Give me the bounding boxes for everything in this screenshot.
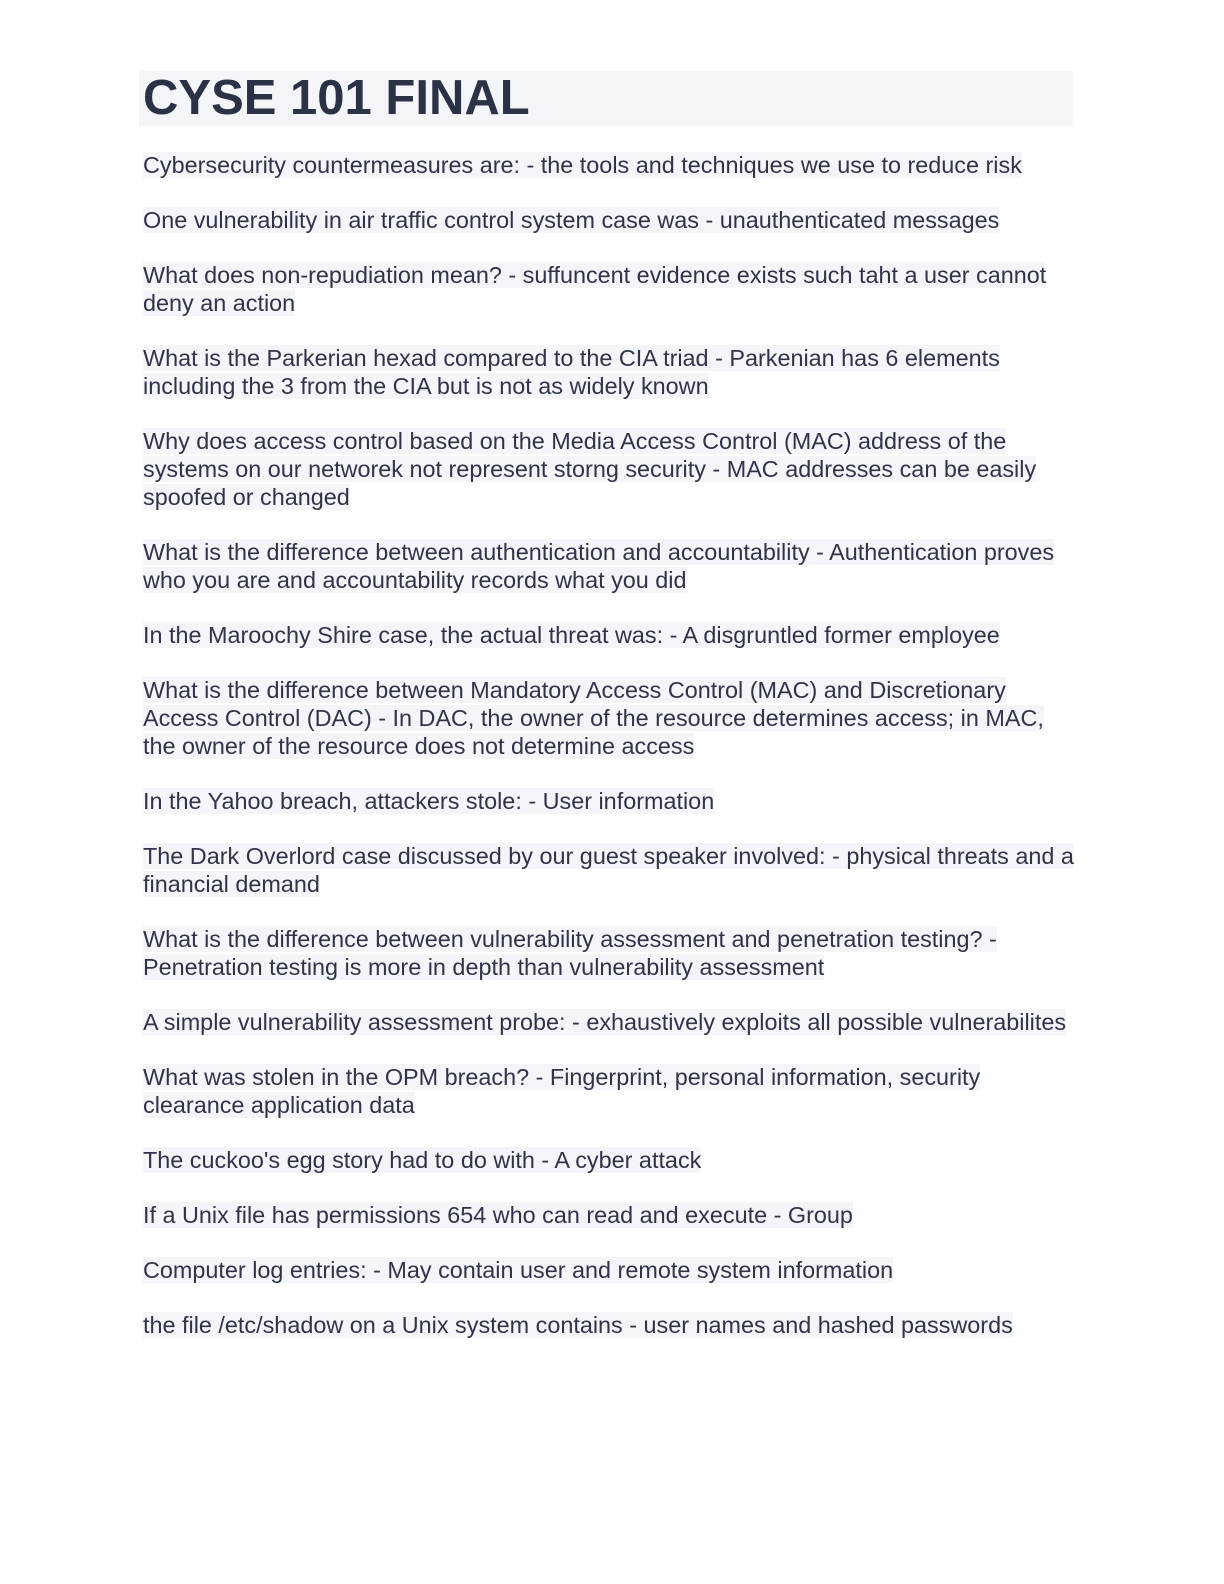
qa-text: Computer log entries: - May contain user and remote system information [143, 1257, 894, 1283]
qa-text: The cuckoo's egg story had to do with - A cyber attack [143, 1147, 702, 1173]
qa-text: What is the difference between vulnerability assessment and penetration testing? - Penetration testing is more in depth than vulnerability assessment [143, 926, 997, 980]
qa-item [143, 621, 1077, 649]
qa-item [143, 925, 1077, 981]
page-title: CYSE 101 FINAL [143, 71, 530, 125]
qa-text: The Dark Overlord case discussed by our guest speaker involved: - physical threats and a financial demand [143, 843, 1074, 897]
qa-text: Cybersecurity countermeasures are: - the tools and techniques we use to reduce risk [143, 152, 1022, 178]
qa-item [143, 427, 1077, 511]
qa-text: Why does access control based on the Media Access Control (MAC) address of the systems on our networek not represent storng security - MAC addresses can be easily spoofed or changed [143, 428, 1037, 510]
qa-item [143, 1146, 1077, 1174]
qa-text: What is the difference between Mandatory Access Control (MAC) and Discretionary Access Control (DAC) - In DAC, the owner of the resource determines access; in MAC, the owner of the resource does not determine access [143, 677, 1044, 759]
qa-list [139, 151, 1073, 1339]
qa-text: In the Yahoo breach, attackers stole: - User information [143, 788, 715, 814]
qa-item [143, 151, 1077, 179]
qa-text: What was stolen in the OPM breach? - Fingerprint, personal information, security clearance application data [143, 1064, 981, 1118]
qa-text: If a Unix file has permissions 654 who can read and execute - Group [143, 1202, 853, 1228]
qa-text: One vulnerability in air traffic control system case was - unauthenticated messages [143, 207, 1000, 233]
qa-text: A simple vulnerability assessment probe: - exhaustively exploits all possible vulnerabilites [143, 1009, 1067, 1035]
qa-text: In the Maroochy Shire case, the actual threat was: - A disgruntled former employee [143, 622, 1000, 648]
qa-item [143, 842, 1077, 898]
qa-text: What is the difference between authentication and accountability - Authentication proves who you are and accountability records what you did [143, 539, 1055, 593]
qa-item [143, 1256, 1077, 1284]
qa-item [143, 1201, 1077, 1229]
title-banner [139, 71, 1073, 126]
document-page [139, 71, 1073, 1366]
qa-text: What is the Parkerian hexad compared to the CIA triad - Parkenian has 6 elements including the 3 from the CIA but is not as widely known [143, 345, 1000, 399]
qa-item [143, 261, 1077, 317]
qa-item [143, 538, 1077, 594]
qa-item [143, 787, 1077, 815]
qa-text: What does non-repudiation mean? - suffuncent evidence exists such taht a user cannot deny an action [143, 262, 1047, 316]
qa-item [143, 344, 1077, 400]
qa-item [143, 676, 1077, 760]
qa-item [143, 1311, 1077, 1339]
qa-item [143, 206, 1077, 234]
qa-item [143, 1008, 1077, 1036]
qa-item [143, 1063, 1077, 1119]
qa-text: the file /etc/shadow on a Unix system contains - user names and hashed passwords [143, 1312, 1013, 1338]
